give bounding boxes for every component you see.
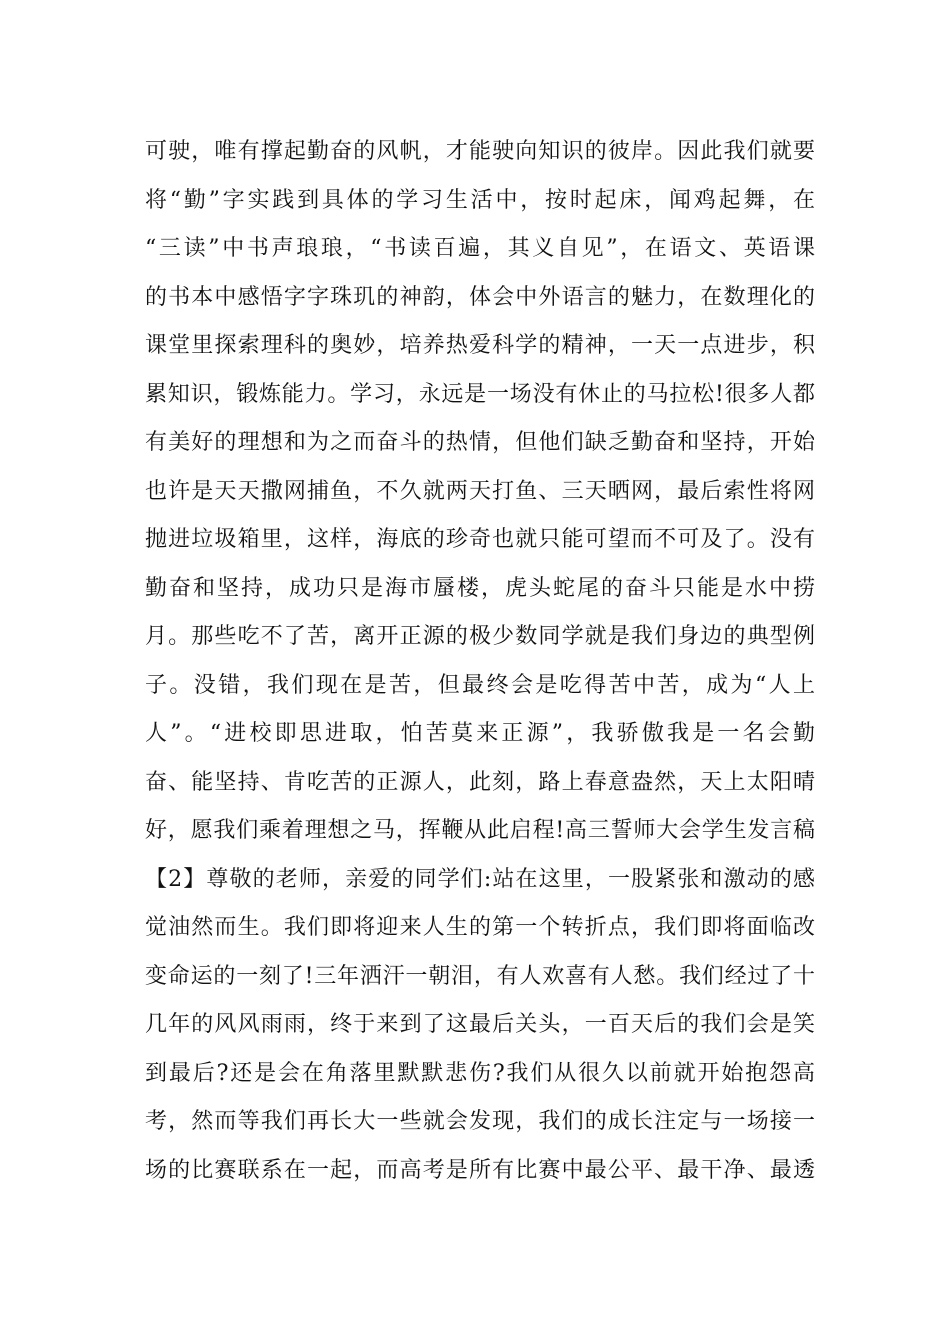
text-line: 月。那些吃不了苦，离开正源的极少数同学就是我们身边的典型例 (145, 624, 815, 649)
text-line: 人”。“进校即思进取，怕苦莫来正源”，我骄傲我是一名会勤 (145, 721, 815, 746)
body-text (145, 128, 815, 1195)
text-line: 课堂里探索理科的奥妙，培养热爱科学的精神，一天一点进步，积 (145, 333, 815, 358)
text-line: 好，愿我们乘着理想之马，挥鞭从此启程!高三誓师大会学生发言稿 (145, 818, 815, 843)
text-line: 可驶，唯有撑起勤奋的风帆，才能驶向知识的彼岸。因此我们就要 (145, 139, 815, 164)
text-line: 变命运的一刻了!三年洒汗一朝泪，有人欢喜有人愁。我们经过了十 (145, 963, 815, 989)
text-line: 子。没错，我们现在是苦，但最终会是吃得苦中苦，成为“人上 (145, 672, 815, 698)
text-line: 场的比赛联系在一起，而高考是所有比赛中最公平、最干净、最透 (145, 1157, 815, 1183)
text-line: 【2】尊敬的老师，亲爱的同学们:站在这里，一股紧张和激动的感 (145, 866, 815, 892)
text-line: 抛进垃圾箱里，这样，海底的珍奇也就只能可望而不可及了。没有 (145, 527, 815, 552)
text-line: 考，然而等我们再长大一些就会发现，我们的成长注定与一场接一 (145, 1109, 815, 1134)
text-line: 将“勤”字实践到具体的学习生活中，按时起床，闻鸡起舞，在 (145, 187, 815, 213)
text-line: 也许是天天撒网捕鱼，不久就两天打鱼、三天晒网，最后索性将网 (145, 478, 815, 504)
text-line: 到最后?还是会在角落里默默悲伤?我们从很久以前就开始抱怨高 (145, 1060, 815, 1086)
text-line: 觉油然而生。我们即将迎来人生的第一个转折点，我们即将面临改 (145, 915, 815, 940)
text-line: 几年的风风雨雨，终于来到了这最后关头，一百天后的我们会是笑 (145, 1012, 815, 1037)
text-line: 累知识，锻炼能力。学习，永远是一场没有休止的马拉松!很多人都 (145, 381, 815, 407)
text-line: 勤奋和坚持，成功只是海市蜃楼，虎头蛇尾的奋斗只能是水中捞 (145, 575, 815, 601)
text-line: 的书本中感悟字字珠玑的神韵，体会中外语言的魅力，在数理化的 (145, 284, 815, 310)
text-line: “三读”中书声琅琅，“书读百遍，其义自见”，在语文、英语课 (145, 236, 815, 261)
text-line: 有美好的理想和为之而奋斗的热情，但他们缺乏勤奋和坚持，开始 (145, 430, 815, 455)
text-line: 奋、能坚持、肯吃苦的正源人，此刻，路上春意盎然，天上太阳晴 (145, 769, 815, 795)
